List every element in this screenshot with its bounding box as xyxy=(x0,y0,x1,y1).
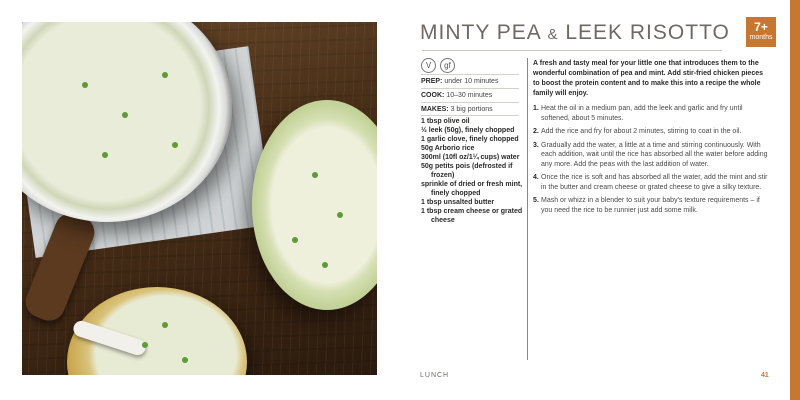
divider xyxy=(421,115,519,116)
age-badge xyxy=(746,17,776,47)
pea xyxy=(82,82,88,88)
makes: MAKES: 3 big portions xyxy=(421,106,493,113)
page-edge-tab xyxy=(790,0,800,400)
column-rule xyxy=(527,58,528,360)
page-number: 41 xyxy=(761,372,769,379)
pea xyxy=(172,142,178,148)
pea xyxy=(312,172,318,178)
step-text: Gradually add the water, a little at a time and stirring continuously. With each addition, wait until the rice has absorbed all the water before adding any more. Add the peas with the last addition of water. xyxy=(541,141,768,168)
pea xyxy=(182,357,188,363)
risotto-plate xyxy=(252,100,377,310)
risotto-photo xyxy=(22,22,377,375)
pea xyxy=(162,72,168,78)
method-step xyxy=(533,104,773,123)
title-rule xyxy=(422,50,722,51)
step-text: Once the rice is soft and has absorbed all the water, add the mint and stir in the butter and cream cheese or grated cheese to give a silky texture. xyxy=(541,174,768,191)
ingredient: 50g petits pois (defrosted if frozen) xyxy=(421,163,513,179)
step-number: 1. xyxy=(533,105,539,112)
pea xyxy=(102,152,108,158)
cook-time: COOK: 10–30 minutes xyxy=(421,92,493,99)
pea xyxy=(142,342,148,348)
method-step xyxy=(533,196,773,215)
ingredient: sprinkle of dried or fresh mint, finely chopped xyxy=(421,181,523,197)
divider xyxy=(421,102,519,103)
ingredient: 300ml (10fl oz/1¼ cups) water xyxy=(421,154,520,161)
pea xyxy=(337,212,343,218)
ingredient: 1 garlic clove, finely chopped xyxy=(421,136,519,143)
step-number: 2. xyxy=(533,128,539,135)
method-step xyxy=(533,141,773,170)
ingredient: 1 tbsp unsalted butter xyxy=(421,199,495,206)
divider xyxy=(421,88,519,89)
ingredient: 1 tbsp cream cheese or grated cheese xyxy=(421,208,523,224)
step-number: 4. xyxy=(533,174,539,181)
diet-icons xyxy=(421,58,455,73)
prep-time: PREP: under 10 minutes xyxy=(421,78,499,85)
ingredient: 1 tbsp olive oil xyxy=(421,118,470,125)
recipe-title: MINTY PEA & LEEK RISOTTO xyxy=(420,21,730,44)
method-steps xyxy=(533,104,773,219)
vegetarian-icon: V xyxy=(421,58,436,73)
method-step xyxy=(533,173,773,192)
pea xyxy=(322,262,328,268)
age-unit: months xyxy=(749,34,773,41)
step-number: 5. xyxy=(533,197,539,204)
method-step xyxy=(533,127,773,137)
step-text: Heat the oil in a medium pan, add the leek and garlic and fry until softened, about 5 minutes. xyxy=(541,105,743,122)
pea xyxy=(162,322,168,328)
section-label: LUNCH xyxy=(420,372,450,379)
divider xyxy=(421,74,519,75)
age-number: 7+ xyxy=(754,20,768,34)
gluten-free-icon: gf xyxy=(440,58,455,73)
step-text: Mash or whizz in a blender to suit your baby's texture requirements – if you need the rice to be runnier just add some milk. xyxy=(541,197,760,214)
pea xyxy=(122,112,128,118)
step-text: Add the rice and fry for about 2 minutes, stirring to coat in the oil. xyxy=(541,128,742,135)
step-number: 3. xyxy=(533,141,539,149)
recipe-intro: A fresh and tasty meal for your little one that introduces them to the wonderful combination of pea and mint. Add stir-fried chicken pieces to boost the protein content and to make this into a recipe the whole family will enjoy. xyxy=(533,60,763,97)
ingredients-list xyxy=(421,117,526,225)
pea xyxy=(292,237,298,243)
ingredient: 50g Arborio rice xyxy=(421,145,475,152)
ingredient: ½ leek (50g), finely chopped xyxy=(421,127,515,134)
